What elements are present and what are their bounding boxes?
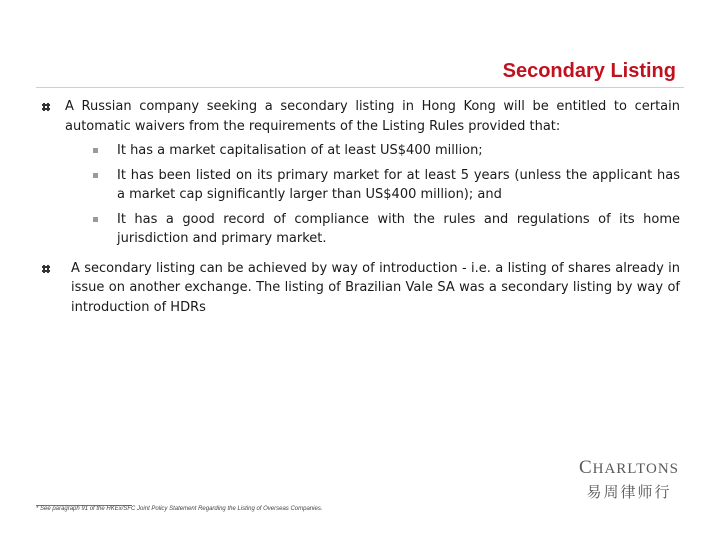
sub-bullet-list — [65, 141, 680, 249]
bullet-text: A Russian company seeking a secondary listing in Hong Kong will be entitled to certain automatic waivers from the requirements of the Listing Rules provided that: — [65, 99, 680, 134]
sub-bullet-text: It has a market capitalisation of at least US$400 million; — [117, 143, 483, 158]
footnote: * See paragraph 91 of the HKEx/SFC Joint Policy Statement Regarding the Listing of Overseas Companies. — [36, 506, 323, 512]
sub-bullet-text: It has a good record of compliance with the rules and regulations of its home jurisdiction and primary market. — [117, 211, 680, 246]
sub-bullet-item — [90, 210, 680, 249]
square-bullet-icon — [93, 217, 98, 222]
bullet-item — [40, 259, 680, 318]
title-divider — [36, 87, 684, 88]
logo-initial: C — [578, 457, 593, 478]
sub-bullet-text: It has been listed on its primary market for at least 5 years (unless the applicant has a market cap significantly larger than US$400 million); and — [117, 167, 680, 202]
square-bullet-icon — [93, 173, 98, 178]
bullet-text: A secondary listing can be achieved by way of introduction - i.e. a listing of shares already in issue on another exchange. The listing of Brazilian Vale SA was a secondary listing by way of introduction of HDRs — [71, 260, 680, 315]
bullet-marker-icon — [42, 265, 50, 273]
slide-title: Secondary Listing — [502, 60, 676, 82]
square-bullet-icon — [93, 148, 98, 153]
sub-bullet-item — [90, 166, 680, 205]
logo-rest: HARLTONS — [592, 461, 679, 477]
slide-content — [40, 97, 680, 317]
logo-chinese-name: 易周律师行 — [586, 483, 672, 501]
bullet-item — [40, 97, 680, 249]
logo-wordmark — [579, 458, 679, 479]
bullet-marker-icon — [42, 103, 50, 111]
charltons-logo — [579, 458, 679, 502]
sub-bullet-item — [90, 141, 680, 161]
